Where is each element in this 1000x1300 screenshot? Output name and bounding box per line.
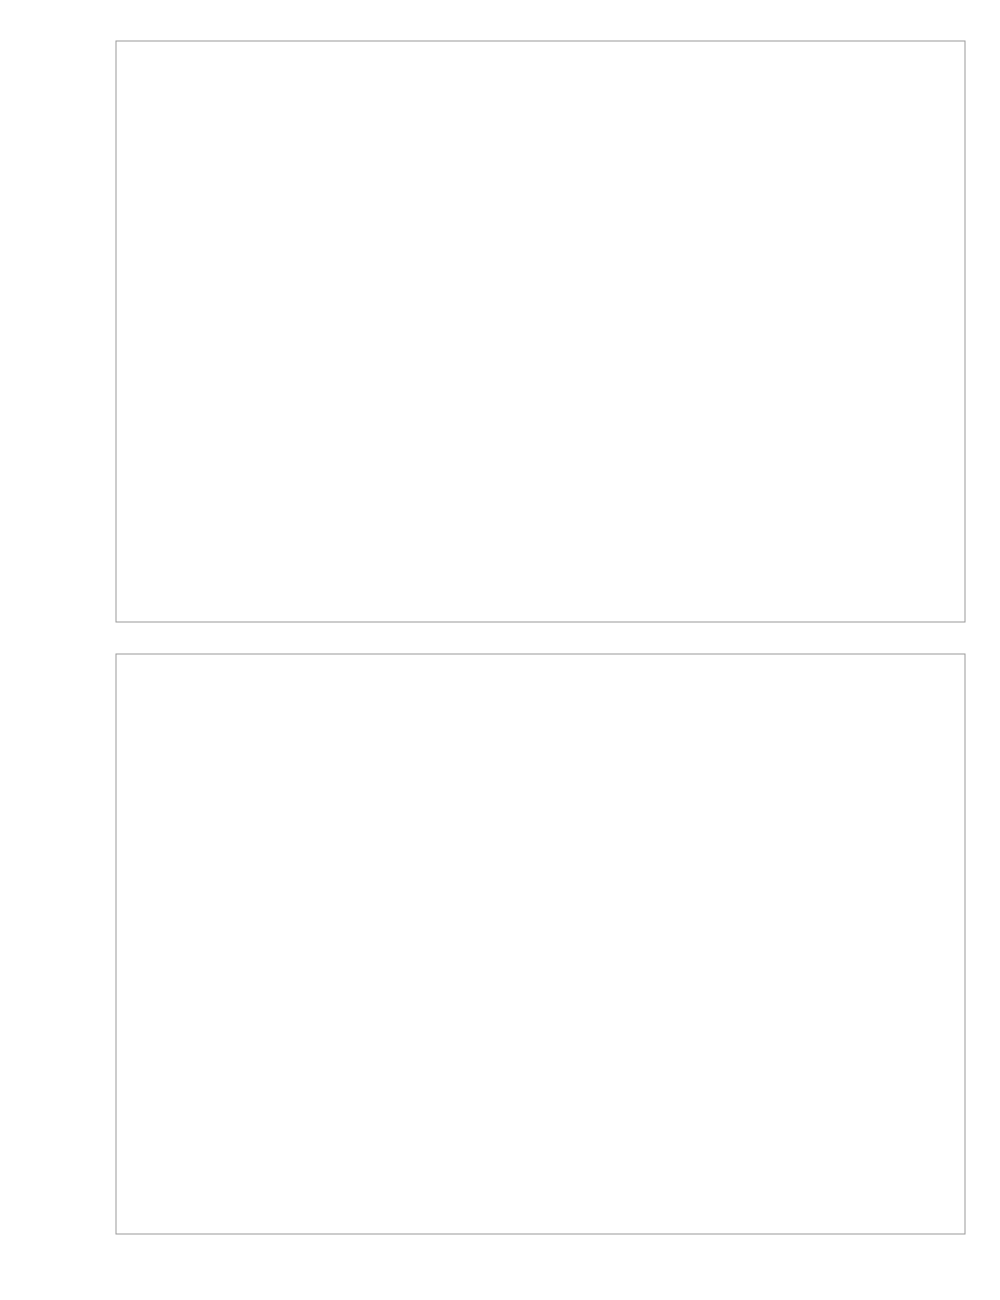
b-value-panel <box>116 654 965 1234</box>
moment-rate-panel <box>116 41 965 622</box>
bottom-plot-area <box>116 654 965 1234</box>
top-plot-area <box>116 41 965 622</box>
